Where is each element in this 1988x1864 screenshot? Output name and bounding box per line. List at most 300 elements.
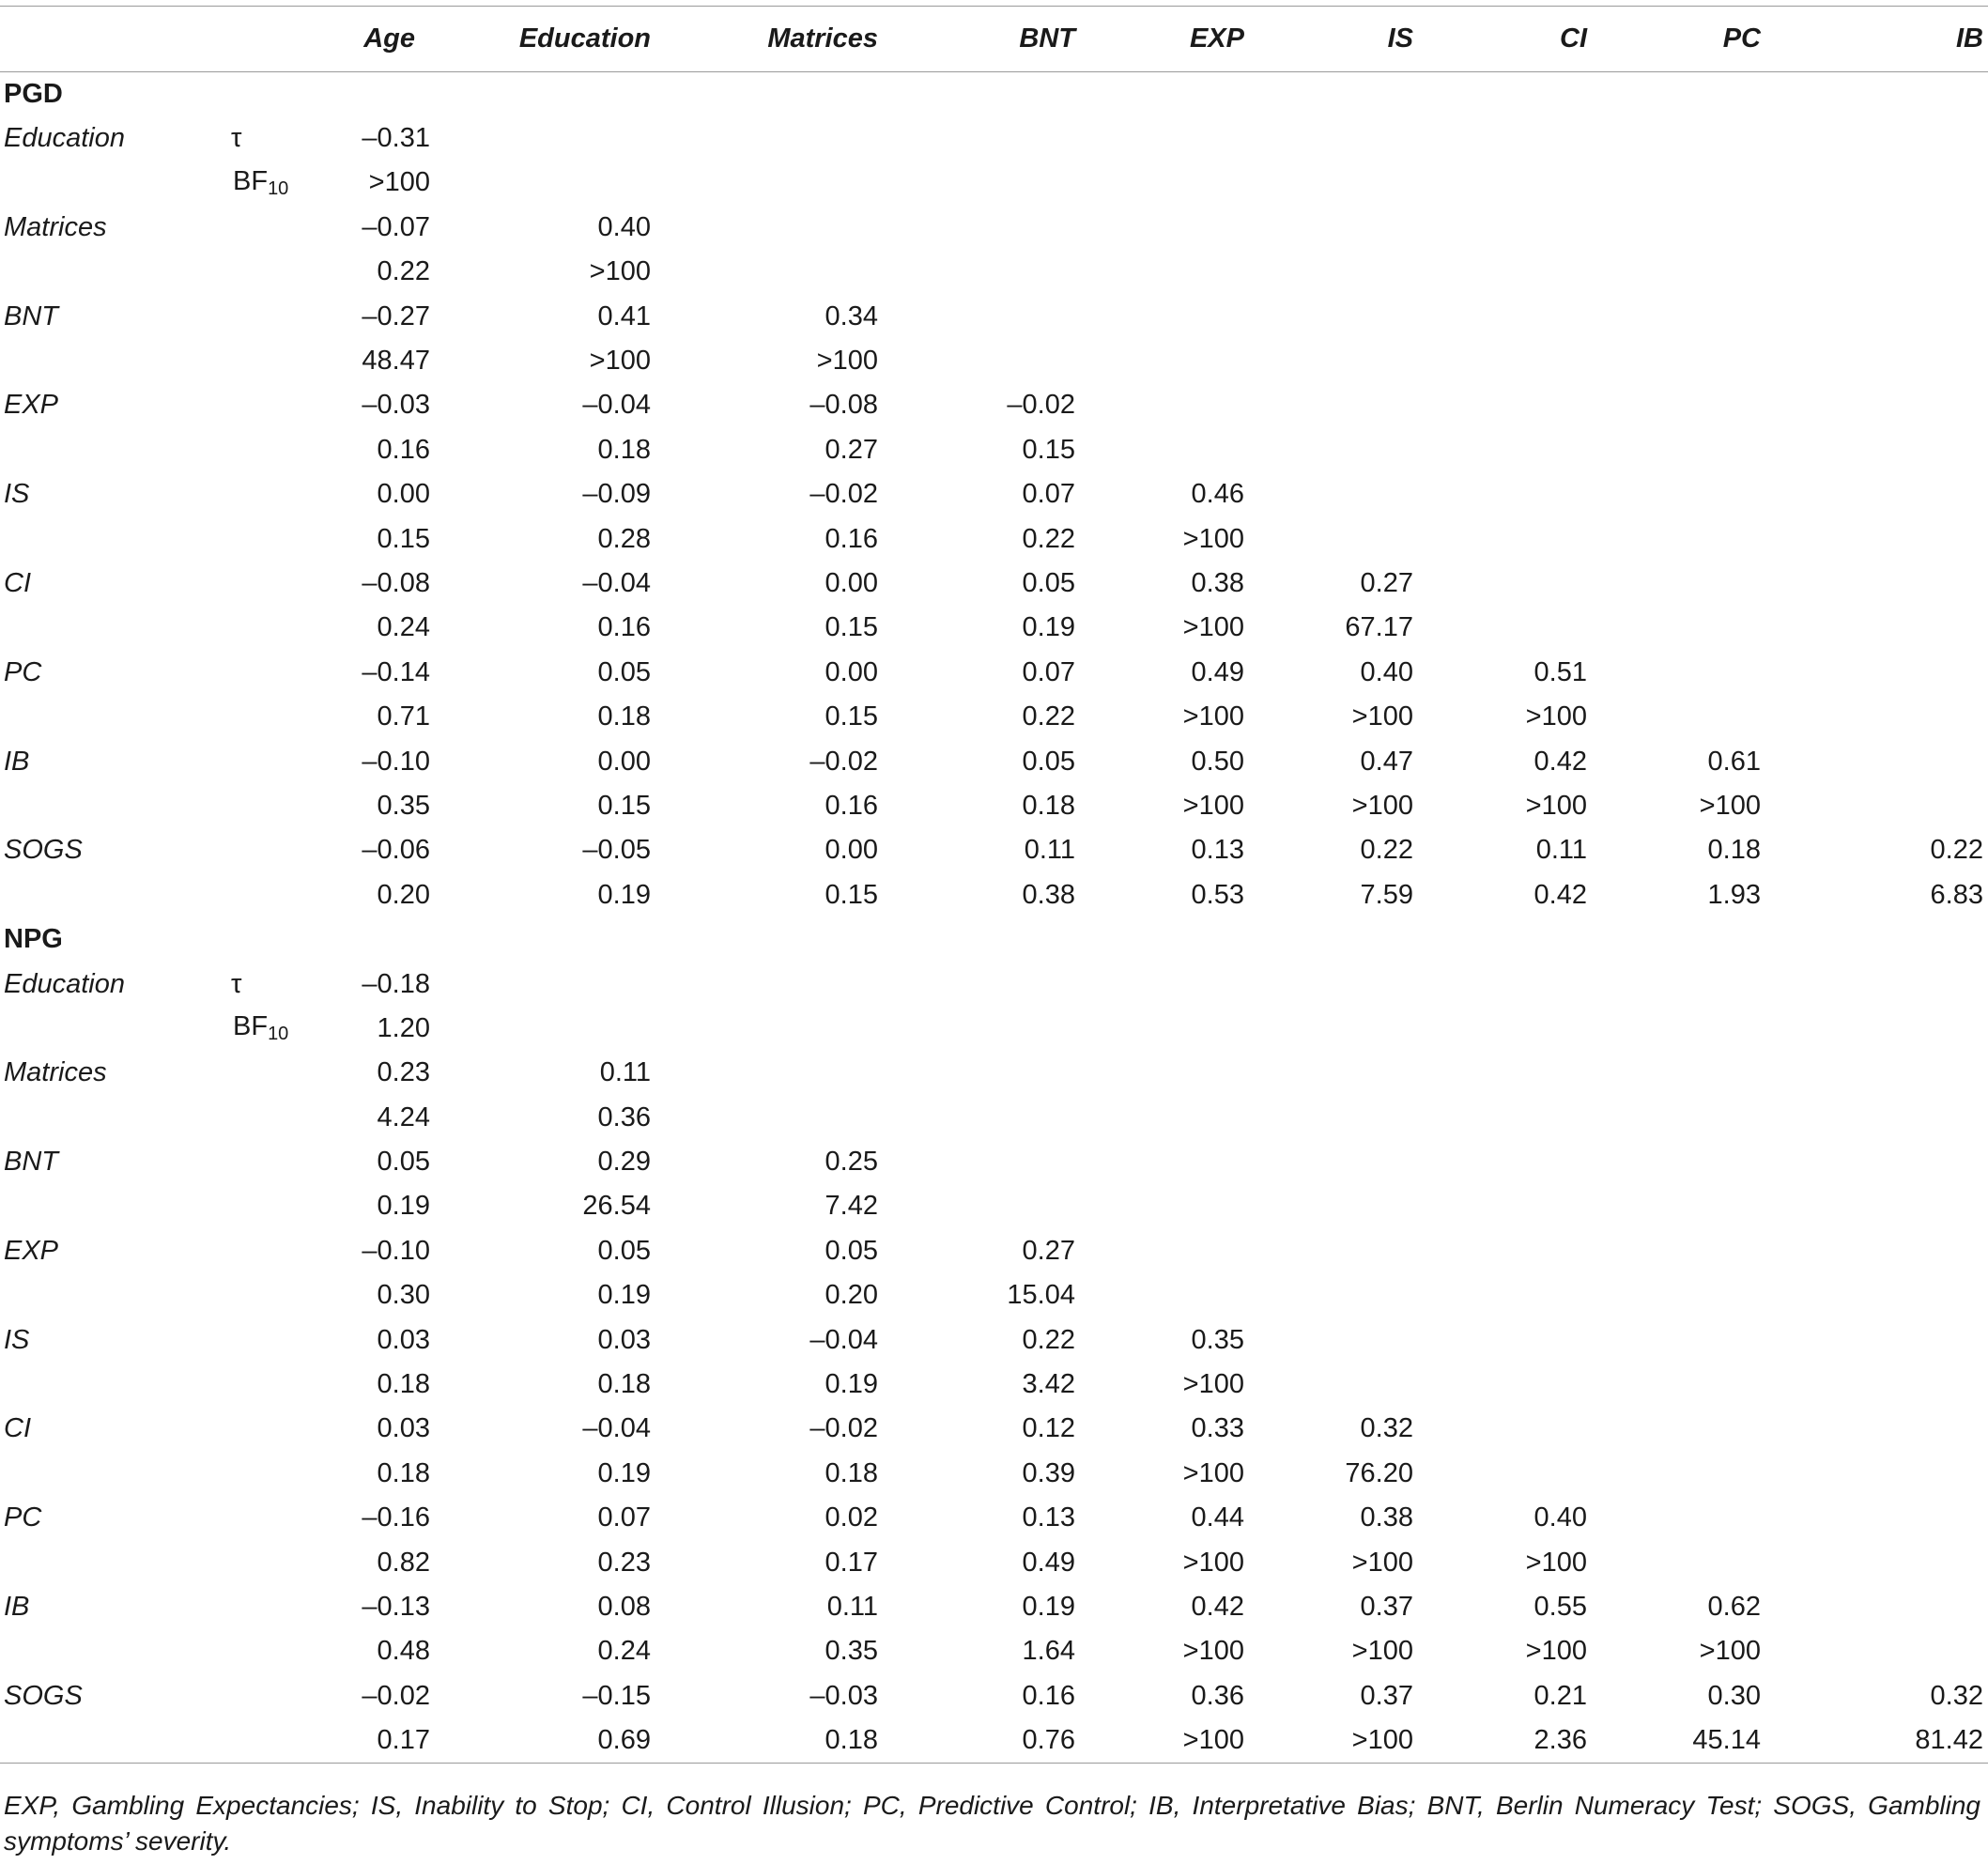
tau-value-cell: –0.27 — [362, 300, 430, 331]
bf-value-cell: >100 — [1182, 1369, 1244, 1400]
row-label: PC — [4, 656, 42, 687]
row-label — [0, 1718, 216, 1763]
tau-value-cell — [1287, 206, 1460, 250]
tau-value-cell — [1803, 472, 1988, 516]
bf-value-cell — [916, 1007, 1117, 1051]
tau-value-cell — [1460, 206, 1629, 250]
row-label: BNT — [4, 1147, 58, 1178]
tau-value-cell: –0.07 — [362, 211, 430, 242]
column-header-bnt: BNT — [916, 7, 1117, 72]
tau-value-cell — [681, 1051, 916, 1095]
bf-value-cell: 0.49 — [1022, 1547, 1075, 1578]
bf-value-cell — [916, 250, 1117, 294]
tau-value-cell: 0.33 — [1191, 1413, 1244, 1444]
tau-value-cell — [1803, 1051, 1988, 1095]
tau-value-cell — [1803, 1585, 1988, 1629]
bf-value-cell — [1460, 1184, 1629, 1228]
table-row-bf — [0, 428, 1988, 472]
bf-value-cell: 0.42 — [1533, 879, 1587, 910]
bf-value-cell — [916, 161, 1117, 205]
column-header-ci: CI — [1460, 7, 1629, 72]
bf-value-cell — [1803, 1452, 1988, 1496]
tau-value-cell — [1117, 962, 1287, 1006]
bf-value-cell — [1460, 1452, 1629, 1496]
bf-value-cell — [1117, 428, 1287, 472]
bf-value-cell: >100 — [1182, 1547, 1244, 1578]
column-header-education: Education — [470, 7, 681, 72]
stat-label-bf — [216, 339, 291, 383]
table-row-tau — [0, 1317, 1988, 1362]
bf-value-cell: 0.19 — [597, 879, 651, 910]
bf-value-cell: >100 — [1525, 790, 1587, 821]
table-row-tau — [0, 1585, 1988, 1629]
bf-value-cell — [470, 161, 681, 205]
tau-value-cell: 0.05 — [377, 1147, 430, 1178]
bf-value-cell: 0.18 — [824, 1457, 878, 1488]
stat-label-bf — [216, 1540, 291, 1584]
group-header-row — [0, 917, 1988, 962]
tau-value-cell: –0.04 — [582, 567, 651, 598]
tau-value-cell: 0.07 — [1022, 479, 1075, 510]
tau-value-cell: –0.02 — [362, 1680, 430, 1711]
tau-value-cell: –0.02 — [809, 1413, 878, 1444]
table-row-tau — [0, 383, 1988, 427]
bf-value-cell — [1117, 1184, 1287, 1228]
tau-value-cell: 0.46 — [1191, 479, 1244, 510]
bf-value-cell: 0.19 — [1022, 612, 1075, 643]
tau-value-cell: 0.29 — [597, 1147, 651, 1178]
column-header-matrices: Matrices — [681, 7, 916, 72]
table-row-bf — [0, 516, 1988, 561]
tau-value-cell: –0.15 — [582, 1680, 651, 1711]
bf-value-cell: >100 — [816, 346, 878, 377]
row-label: IS — [4, 1324, 30, 1355]
tau-value-cell — [916, 116, 1117, 161]
bf-value-cell: 0.15 — [824, 701, 878, 732]
tau-value-cell: 0.37 — [1360, 1680, 1413, 1711]
bf-value-cell — [1629, 1540, 1803, 1584]
group-label: NPG — [4, 924, 63, 955]
bf-value-cell — [1117, 161, 1287, 205]
stat-label-tau — [216, 1407, 291, 1451]
bf-value-cell: 0.15 — [377, 523, 430, 554]
table-row-bf — [0, 1629, 1988, 1673]
row-label: EXP — [4, 390, 59, 421]
bf-value-cell: >100 — [1525, 701, 1587, 732]
bf-value-cell: 3.42 — [1022, 1369, 1075, 1400]
tau-value-cell — [1460, 1140, 1629, 1184]
tau-value-cell: 0.05 — [597, 1235, 651, 1266]
bf-value-cell — [1629, 695, 1803, 739]
tau-value-cell: 0.62 — [1707, 1591, 1761, 1622]
tau-value-cell: 0.07 — [1022, 656, 1075, 687]
tau-value-cell — [1460, 562, 1629, 606]
table-row-tau — [0, 1496, 1988, 1540]
stat-label-bf — [216, 606, 291, 650]
tau-value-cell: 0.03 — [377, 1413, 430, 1444]
tau-value-cell — [1287, 472, 1460, 516]
stat-label-bf — [216, 1273, 291, 1317]
bf-value-cell: >100 — [1351, 1547, 1413, 1578]
bf-value-cell — [1803, 339, 1988, 383]
tau-value-cell — [1629, 472, 1803, 516]
tau-value-cell: 0.21 — [1533, 1680, 1587, 1711]
bf-value-cell — [1803, 428, 1988, 472]
stat-label-tau — [216, 562, 291, 606]
tau-value-cell — [1803, 383, 1988, 427]
bf-value-cell — [1460, 428, 1629, 472]
stat-label-bf — [216, 161, 291, 205]
tau-value-cell: 0.51 — [1533, 656, 1587, 687]
table-row-tau — [0, 562, 1988, 606]
group-header-row — [0, 72, 1988, 116]
correlation-table — [0, 6, 1988, 1764]
table-row-bf — [0, 1718, 1988, 1763]
tau-value-cell: –0.02 — [809, 479, 878, 510]
tau-value-cell — [1460, 962, 1629, 1006]
bf-value-cell: 0.16 — [824, 790, 878, 821]
row-label — [0, 250, 216, 294]
tau-value-cell: 0.00 — [377, 479, 430, 510]
stat-label-tau — [216, 294, 291, 338]
table-row-bf — [0, 1363, 1988, 1407]
bf-value-cell — [1629, 428, 1803, 472]
tau-value-cell — [1803, 739, 1988, 783]
bf-value-cell: 0.19 — [377, 1191, 430, 1222]
tau-value-cell: –0.14 — [362, 656, 430, 687]
bf-base: BF — [233, 165, 269, 196]
table-body — [0, 72, 1988, 1764]
row-label: EXP — [4, 1235, 59, 1266]
bf-value-cell — [1803, 1363, 1988, 1407]
tau-value-cell: –0.04 — [809, 1324, 878, 1355]
bf-value-cell: 0.15 — [824, 879, 878, 910]
bf-value-cell — [1803, 1540, 1988, 1584]
table-row-tau — [0, 651, 1988, 695]
bf-value-cell — [1803, 1184, 1988, 1228]
tau-value-cell: –0.06 — [362, 835, 430, 866]
row-label — [0, 339, 216, 383]
table-header — [0, 7, 1988, 72]
bf-value-cell: 0.27 — [824, 434, 878, 465]
tau-value-cell: –0.10 — [362, 746, 430, 777]
tau-value-cell — [916, 294, 1117, 338]
bf-value-cell — [1287, 516, 1460, 561]
column-header-pc: PC — [1629, 7, 1803, 72]
bf-value-cell — [681, 1007, 916, 1051]
row-label: Education — [4, 123, 125, 154]
bf-value-cell — [1803, 1629, 1988, 1673]
tau-value-cell: 0.38 — [1360, 1502, 1413, 1533]
table-row-tau — [0, 1407, 1988, 1451]
bf-value-cell: 26.54 — [582, 1191, 651, 1222]
row-label: CI — [4, 567, 31, 598]
bf-value-cell: 0.28 — [597, 523, 651, 554]
bf-value-cell: >100 — [1182, 612, 1244, 643]
table-row-bf — [0, 1095, 1988, 1139]
bf-value-cell — [1629, 339, 1803, 383]
tau-value-cell — [916, 962, 1117, 1006]
tau-value-cell: –0.31 — [362, 123, 430, 154]
stat-label-tau — [216, 206, 291, 250]
tau-value-cell: 0.61 — [1707, 746, 1761, 777]
tau-value-cell: 0.03 — [377, 1324, 430, 1355]
bf-value-cell: 0.23 — [597, 1547, 651, 1578]
stat-label-bf — [216, 873, 291, 917]
bf-value-cell: >100 — [368, 167, 430, 198]
column-header-ib: IB — [1803, 7, 1988, 72]
tau-value-cell: 0.05 — [1022, 567, 1075, 598]
bf-value-cell: >100 — [1182, 790, 1244, 821]
tau-value-cell: –0.04 — [582, 1413, 651, 1444]
stat-label-bf — [216, 428, 291, 472]
header-blank-stat — [216, 7, 291, 72]
bf-value-cell — [1629, 1095, 1803, 1139]
tau-value-cell: 0.40 — [1360, 656, 1413, 687]
tau-value-cell: 0.42 — [1191, 1591, 1244, 1622]
bf-value-cell: 0.24 — [597, 1636, 651, 1667]
bf-value-cell: >100 — [1351, 1636, 1413, 1667]
bf-value-cell: 0.71 — [377, 701, 430, 732]
tau-value-cell: –0.09 — [582, 479, 651, 510]
tau-value-cell: 0.40 — [1533, 1502, 1587, 1533]
bf-value-cell — [1803, 250, 1988, 294]
stat-label-tau: τ — [231, 968, 242, 999]
tau-value-cell — [1629, 1407, 1803, 1451]
tau-value-cell: 0.11 — [599, 1057, 651, 1088]
tau-value-cell: 0.13 — [1022, 1502, 1075, 1533]
row-label — [0, 1184, 216, 1228]
tau-value-cell — [1460, 1317, 1629, 1362]
tau-value-cell — [1287, 1140, 1460, 1184]
bf-value-cell — [1460, 161, 1629, 205]
bf-value-cell: 1.64 — [1022, 1636, 1075, 1667]
bf-value-cell: 0.16 — [824, 523, 878, 554]
row-label — [0, 695, 216, 739]
bf-value-cell: >100 — [1182, 523, 1244, 554]
stat-label-tau — [216, 1317, 291, 1362]
tau-value-cell: 0.05 — [1022, 746, 1075, 777]
tau-value-cell: –0.10 — [362, 1235, 430, 1266]
tau-value-cell — [1803, 562, 1988, 606]
bf-value-cell: 0.36 — [597, 1101, 651, 1132]
bf-value-cell: 0.18 — [377, 1457, 430, 1488]
tau-value-cell: 0.44 — [1191, 1502, 1244, 1533]
bf-value-cell: 7.59 — [1360, 879, 1413, 910]
bf-value-cell — [916, 1184, 1117, 1228]
tau-value-cell: 0.16 — [1022, 1680, 1075, 1711]
bf-value-cell: 0.15 — [597, 790, 651, 821]
bf-value-cell — [1460, 606, 1629, 650]
bf-value-cell: 0.19 — [597, 1280, 651, 1311]
tau-value-cell: 0.05 — [824, 1235, 878, 1266]
bf-value-cell — [1117, 339, 1287, 383]
row-label — [0, 1363, 216, 1407]
tau-value-cell: –0.03 — [362, 390, 430, 421]
tau-value-cell: 0.27 — [1022, 1235, 1075, 1266]
tau-value-cell: –0.16 — [362, 1502, 430, 1533]
bf-value-cell: 15.04 — [1007, 1280, 1075, 1311]
bf-value-cell — [1803, 1273, 1988, 1317]
tau-value-cell: 0.50 — [1191, 746, 1244, 777]
table-row-tau — [0, 828, 1988, 872]
bf-value-cell — [1287, 1184, 1460, 1228]
bf-value-cell — [1803, 1095, 1988, 1139]
table-row-bf — [0, 339, 1988, 383]
tau-value-cell: 0.00 — [824, 835, 878, 866]
bf-value-cell — [1460, 1363, 1629, 1407]
bf-value-cell — [1629, 516, 1803, 561]
tau-value-cell — [1803, 1140, 1988, 1184]
table-row-bf — [0, 1273, 1988, 1317]
bf-value-cell: 0.18 — [597, 434, 651, 465]
table-row-bf — [0, 1007, 1988, 1051]
tau-value-cell — [1287, 294, 1460, 338]
row-label — [0, 1452, 216, 1496]
tau-value-cell — [1287, 116, 1460, 161]
tau-value-cell — [1460, 1051, 1629, 1095]
row-label: SOGS — [4, 1680, 83, 1711]
bf-value-cell: 0.18 — [681, 1718, 916, 1763]
tau-value-cell: 0.47 — [1360, 746, 1413, 777]
tau-value-cell: –0.08 — [809, 390, 878, 421]
bf-value-cell: >100 — [1117, 1718, 1287, 1763]
bf-value-cell: 0.48 — [377, 1636, 430, 1667]
table-row-bf — [0, 161, 1988, 205]
bf-value-cell: 2.36 — [1460, 1718, 1629, 1763]
tau-value-cell — [1460, 472, 1629, 516]
bf-value-cell: 0.20 — [824, 1280, 878, 1311]
table-row-bf — [0, 250, 1988, 294]
tau-value-cell: 0.25 — [824, 1147, 878, 1178]
bf-value-cell: >100 — [1182, 1457, 1244, 1488]
row-label — [0, 161, 216, 205]
bf-value-cell — [1460, 516, 1629, 561]
tau-value-cell — [1629, 1496, 1803, 1540]
tau-value-cell: 0.02 — [824, 1502, 878, 1533]
bf-value-cell: 0.22 — [1022, 523, 1075, 554]
bf-value-cell — [1629, 161, 1803, 205]
tau-value-cell — [1460, 116, 1629, 161]
bf-value-cell: 1.20 — [377, 1012, 430, 1043]
tau-value-cell: 0.41 — [597, 300, 651, 331]
bf-value-cell: >100 — [1351, 790, 1413, 821]
tau-value-cell — [916, 1051, 1117, 1095]
bf-value-cell: 0.53 — [1191, 879, 1244, 910]
tau-value-cell — [1117, 116, 1287, 161]
bf-value-cell: 0.17 — [824, 1547, 878, 1578]
tau-value-cell: 0.18 — [1707, 835, 1761, 866]
tau-value-cell — [1460, 294, 1629, 338]
bf-subscript: 10 — [268, 1024, 289, 1045]
tau-value-cell — [470, 116, 681, 161]
table-footnote: EXP, Gambling Expectancies; IS, Inability to Stop; CI, Control Illusion; PC, Predictive Control; IB, Interpretative Bias; BNT, Berlin Numeracy Test; SOGS, Gambling symptoms’ severity. — [4, 1791, 1980, 1856]
tau-value-cell: –0.03 — [809, 1680, 878, 1711]
bf-value-cell: 0.82 — [377, 1547, 430, 1578]
tau-value-cell: 0.23 — [377, 1057, 430, 1088]
stat-label-tau: τ — [231, 123, 242, 154]
stat-label-tau — [216, 651, 291, 695]
bf-value-cell — [1117, 1095, 1287, 1139]
bf-subscript: 10 — [268, 177, 289, 199]
row-label — [0, 1629, 216, 1673]
bf-value-cell: 76.20 — [1345, 1457, 1413, 1488]
tau-value-cell — [1629, 383, 1803, 427]
bf-value-cell — [1803, 606, 1988, 650]
bf-value-cell — [1803, 1007, 1988, 1051]
stat-label-bf — [216, 1718, 291, 1763]
bf-value-cell — [1287, 1273, 1460, 1317]
tau-value-cell: 0.32 — [1930, 1680, 1983, 1711]
bf-value-cell — [1460, 1273, 1629, 1317]
stat-label-tau — [216, 1674, 291, 1718]
row-label: IS — [4, 479, 30, 510]
bf-value-cell — [916, 339, 1117, 383]
tau-value-cell — [681, 206, 916, 250]
bf-value-cell: 0.39 — [1022, 1457, 1075, 1488]
tau-value-cell — [1629, 116, 1803, 161]
bf-value-cell — [1117, 1007, 1287, 1051]
tau-value-cell — [1803, 206, 1988, 250]
bf-value-cell — [681, 161, 916, 205]
bf-value-cell — [681, 250, 916, 294]
row-label — [0, 1540, 216, 1584]
bf-value-cell — [1287, 161, 1460, 205]
tau-value-cell — [1117, 1051, 1287, 1095]
table-row-tau — [0, 739, 1988, 783]
bf-value-cell — [1803, 516, 1988, 561]
bf-value-cell — [916, 1095, 1117, 1139]
table-row-bf — [0, 606, 1988, 650]
tau-value-cell — [916, 206, 1117, 250]
tau-value-cell: 0.22 — [1022, 1324, 1075, 1355]
bf-value-cell: 0.18 — [377, 1369, 430, 1400]
tau-value-cell — [1117, 294, 1287, 338]
tau-value-cell — [1629, 1051, 1803, 1095]
header-row — [0, 7, 1988, 72]
bf-value-cell — [1629, 1007, 1803, 1051]
table-row-bf — [0, 873, 1988, 917]
tau-value-cell — [681, 962, 916, 1006]
bf-value-cell: 0.18 — [597, 701, 651, 732]
tau-value-cell — [1803, 962, 1988, 1006]
tau-value-cell — [1287, 1229, 1460, 1273]
bf-value-cell: 4.24 — [377, 1101, 430, 1132]
bf-base: BF — [233, 1011, 269, 1042]
tau-value-cell: 0.42 — [1533, 746, 1587, 777]
tau-value-cell: 0.03 — [597, 1324, 651, 1355]
bf-value-cell: 0.22 — [377, 256, 430, 287]
tau-value-cell — [1629, 651, 1803, 695]
tau-value-cell: –0.13 — [362, 1591, 430, 1622]
table-row-tau — [0, 116, 1988, 161]
table-row-tau — [0, 206, 1988, 250]
bf-value-cell — [1287, 1095, 1460, 1139]
table-row-bf — [0, 1184, 1988, 1228]
tau-value-cell — [1803, 294, 1988, 338]
bf-value-cell: >100 — [1699, 790, 1761, 821]
bf-value-cell — [1287, 339, 1460, 383]
bf-value-cell: >100 — [1351, 701, 1413, 732]
table-row-tau — [0, 962, 1988, 1006]
tau-value-cell: 0.38 — [1191, 567, 1244, 598]
row-label: IB — [4, 746, 30, 777]
bf-value-cell: 0.19 — [597, 1457, 651, 1488]
bf-value-cell: >100 — [1182, 701, 1244, 732]
row-label — [0, 784, 216, 828]
stat-label-bf — [216, 1095, 291, 1139]
table-row-bf — [0, 1540, 1988, 1584]
